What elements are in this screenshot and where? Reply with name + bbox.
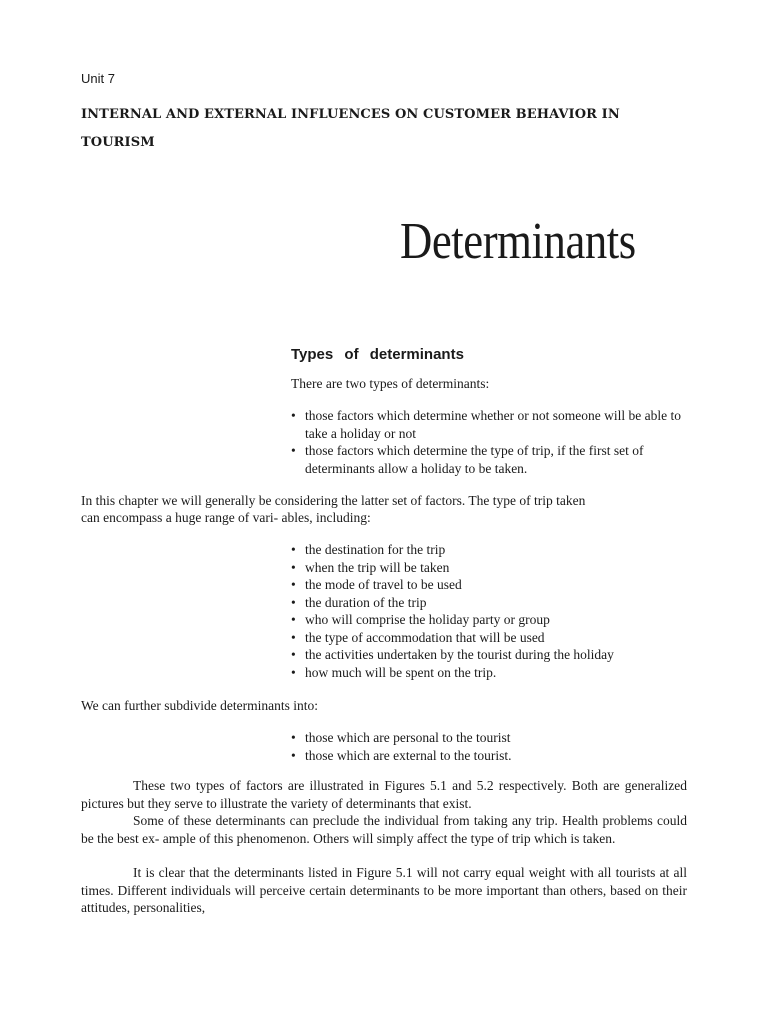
list-item: • when the trip will be taken (291, 559, 711, 577)
list-item: • those factors which determine the type of trip, if the first set of determinants allow a holiday to be taken. (291, 442, 691, 477)
list-item: • the activities undertaken by the tourist during the holiday (291, 646, 711, 664)
subdivide-intro: We can further subdivide determinants into: (81, 698, 318, 713)
list-item: • those which are external to the tourist. (291, 747, 691, 765)
list-item: • those factors which determine whether or not someone will be able to take a holiday or not (291, 407, 691, 442)
list-item: • the type of accommodation that will be used (291, 629, 711, 647)
body-paragraph-2: Some of these determinants can preclude the individual from taking any trip. Health problems could be the best ex- ample of this phenomenon. Others will simply affect the type of trip which is taken. (81, 813, 687, 846)
list-item: • the duration of the trip (291, 594, 711, 612)
subdivisions-list (291, 729, 691, 764)
section-heading: Types of determinants (291, 346, 464, 363)
banner-heading: Determinants (400, 213, 636, 270)
chapter-intro-line-2: can encompass a huge range of vari- ables, including: (81, 510, 371, 525)
types-list (291, 407, 691, 477)
unit-label: Unit 7 (81, 71, 115, 86)
list-item: • how much will be spent on the trip. (291, 664, 711, 682)
chapter-title: INTERNAL AND EXTERNAL INFLUENCES ON CUSTOMER BEHAVIOR IN TOURISM (81, 107, 620, 150)
body-paragraph-3: It is clear that the determinants listed in Figure 5.1 will not carry equal weight with all tourists at all times. Different individuals will perceive certain determinants to be more important than others, based on their attitudes, personalities, (81, 865, 687, 915)
variables-list (291, 541, 711, 681)
list-item: • those which are personal to the tourist (291, 729, 691, 747)
chapter-intro-line-1: In this chapter we will generally be considering the latter set of factors. The type of trip taken (81, 493, 586, 508)
list-item: • who will comprise the holiday party or group (291, 611, 711, 629)
body-paragraph-1: These two types of factors are illustrated in Figures 5.1 and 5.2 respectively. Both are generalized pictures but they serve to illustrate the variety of determinants that exist. (81, 778, 687, 811)
list-item: • the destination for the trip (291, 541, 711, 559)
list-item: • the mode of travel to be used (291, 576, 711, 594)
types-intro: There are two types of determinants: (291, 376, 490, 391)
